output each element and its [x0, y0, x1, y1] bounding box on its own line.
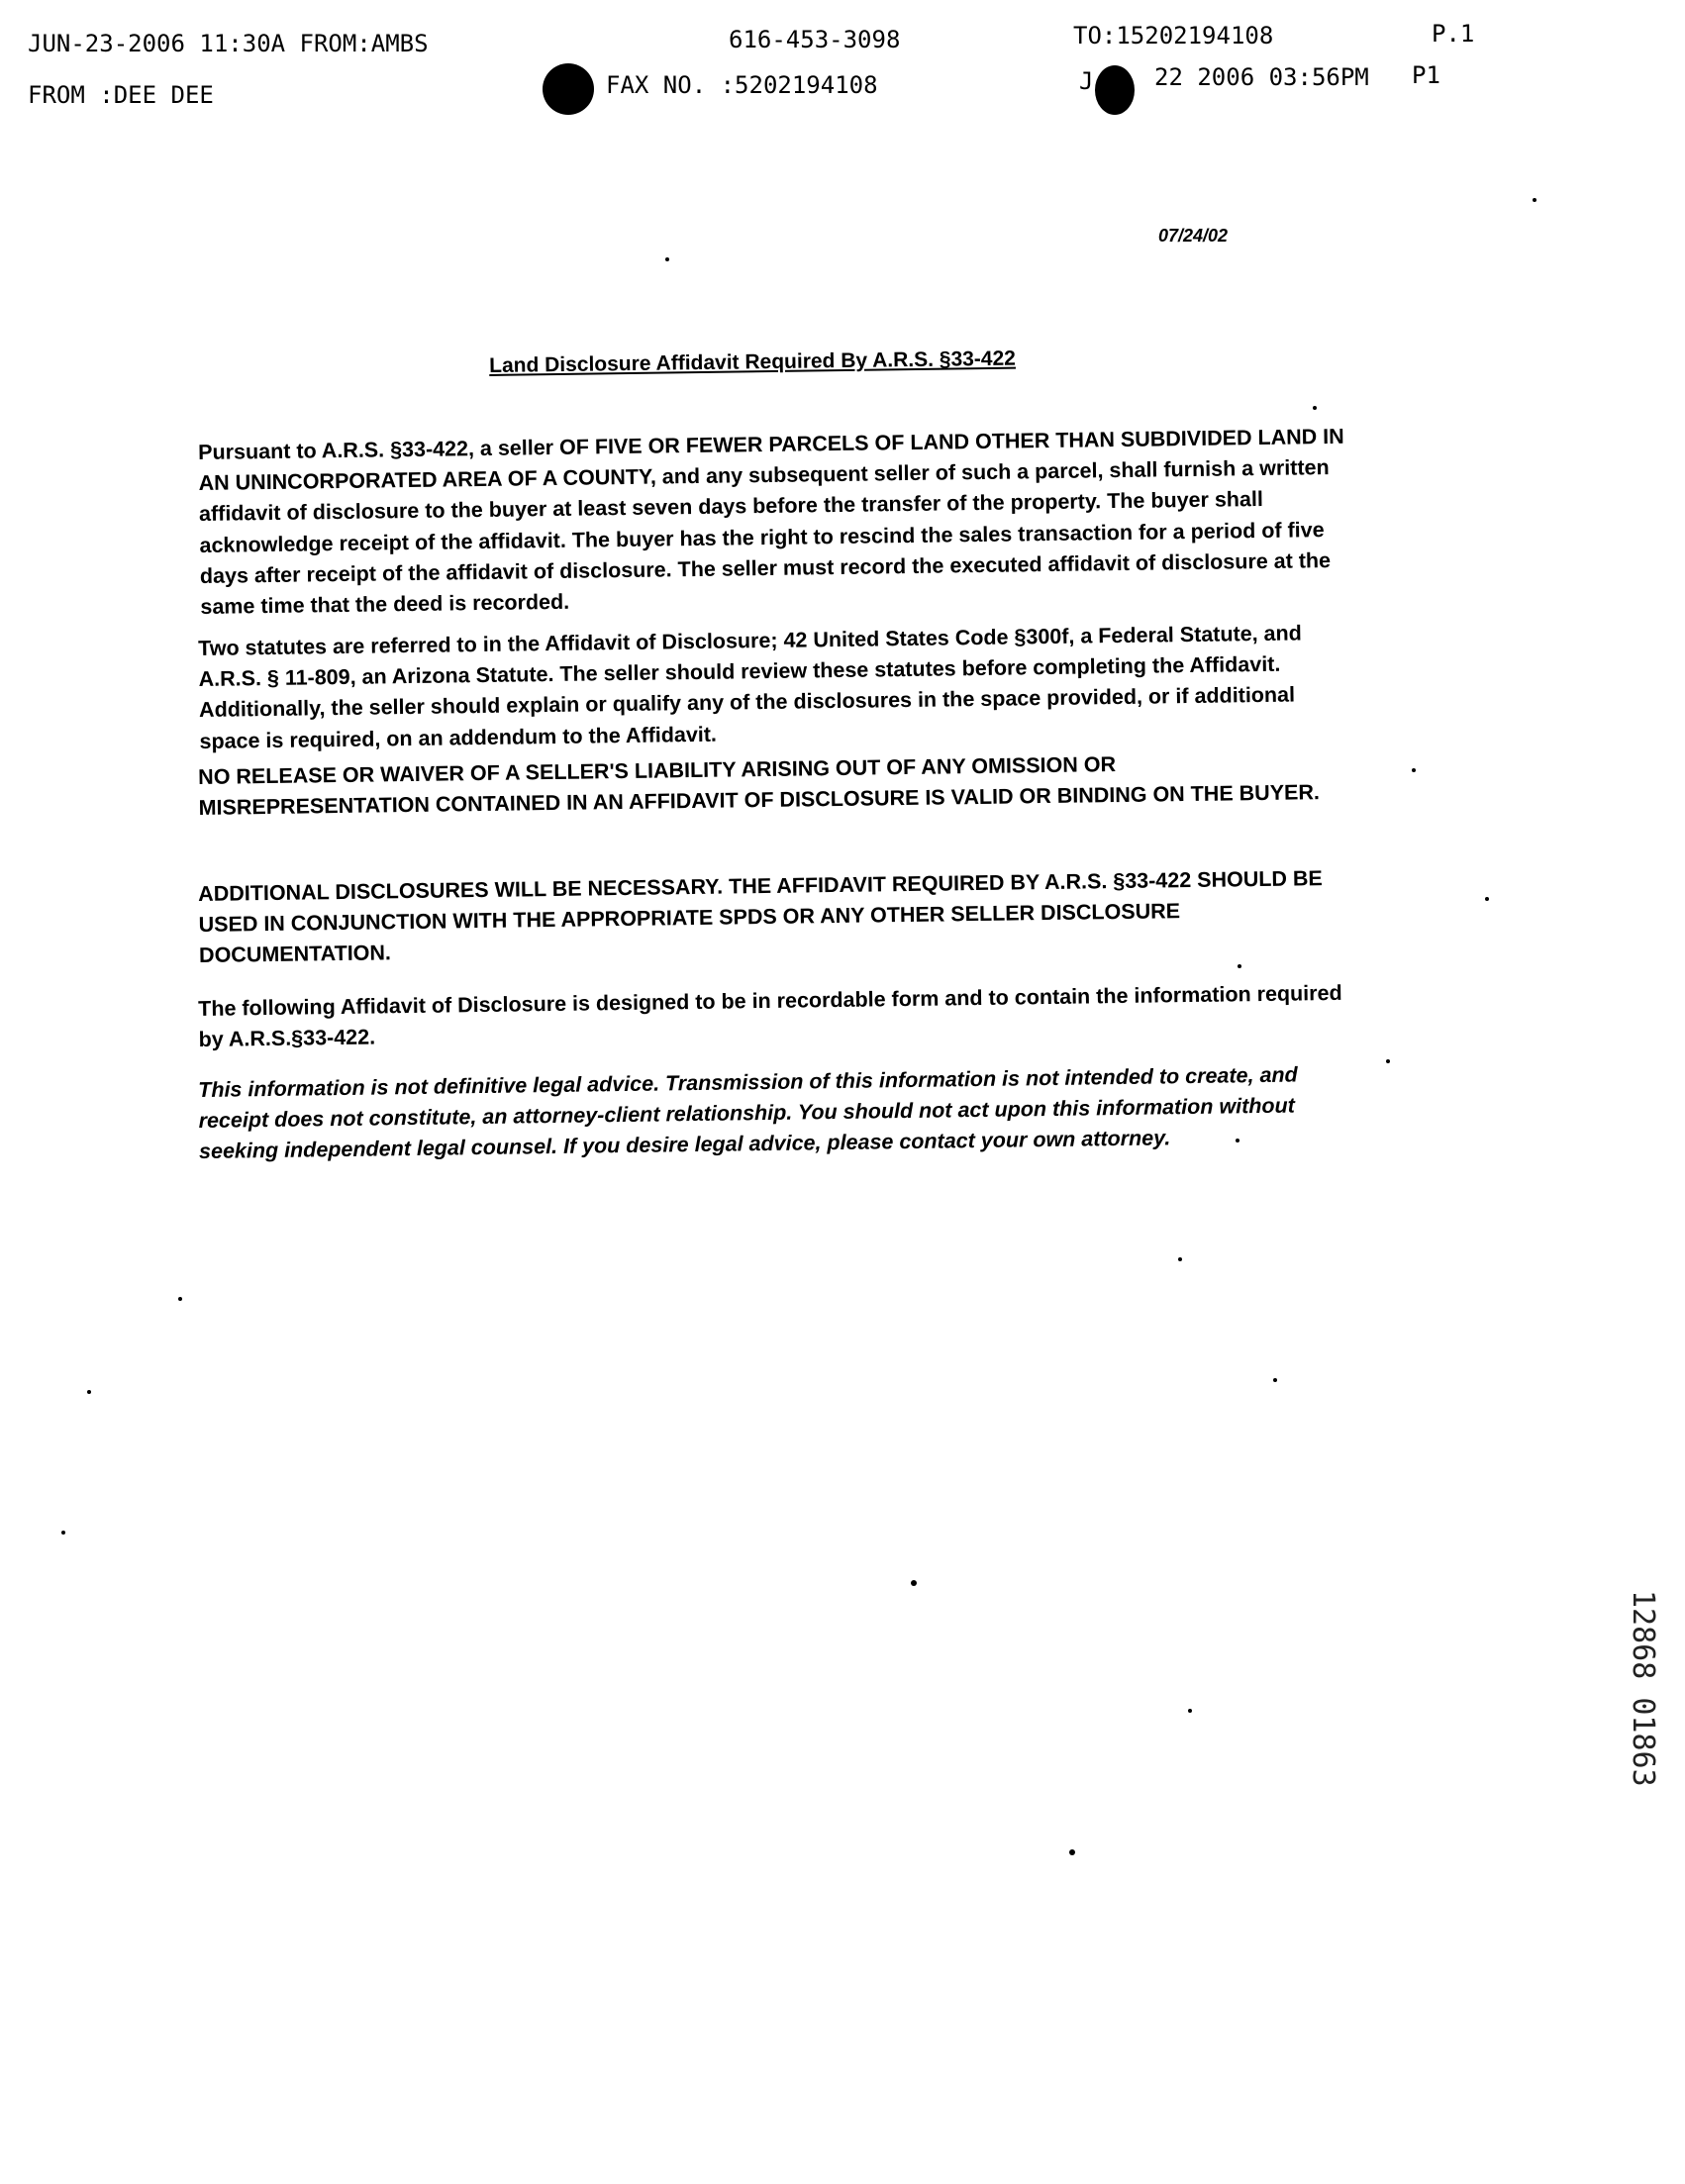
paragraph-statutes: Two statutes are referred to in the Affidavit of Disclosure; 42 United States Code §300f, a Federal Statute, and A.R.S. § 11-809, an Arizona Statute. The seller should review these statutes before completing the Affidavit. Additionally, the seller should explain or qualify any of the disclosures in the space provided, or if additional space is required, on an addendum to the Affidavit.: [198, 621, 1302, 753]
fax-header-from: FROM :DEE DEE: [28, 81, 214, 109]
side-stamp-text: 12868 01863: [1626, 1590, 1660, 1787]
hole-punch-mark: [1095, 65, 1135, 115]
fax-header-to: TO:15202194108: [1073, 22, 1274, 50]
scan-speck: [1485, 897, 1489, 901]
fax-header-date-prefix: J: [1079, 67, 1094, 95]
fax-header-page: P.1: [1432, 20, 1475, 48]
fax-header-phone: 616-453-3098: [729, 26, 901, 53]
scan-speck: [87, 1390, 91, 1394]
scan-speck: [178, 1297, 182, 1301]
scan-speck: [1412, 768, 1416, 772]
scan-speck: [1533, 198, 1536, 202]
document-title: Land Disclosure Affidavit Required By A.R.S. §33-422: [489, 347, 1017, 377]
scan-speck: [1386, 1059, 1390, 1063]
scan-speck: [1273, 1378, 1277, 1382]
paragraph-additional-disclosures: ADDITIONAL DISCLOSURES WILL BE NECESSARY. THE AFFIDAVIT REQUIRED BY A.R.S. §33-422 SHOULD BE USED IN CONJUNCTION WITH THE APPROPRIATE SPDS OR ANY OTHER SELLER DISCLOSURE DOCUMENTATION.: [198, 866, 1323, 968]
hole-punch-mark: [543, 63, 594, 115]
scan-speck: [665, 257, 669, 261]
paragraph-recordable-form: The following Affidavit of Disclosure is designed to be in recordable form and to contain the information required by A.R.S.§33-422.: [198, 980, 1342, 1052]
document-date: 07/24/02: [1158, 226, 1229, 246]
scan-speck: [1313, 406, 1317, 410]
scan-speck: [1069, 1849, 1075, 1855]
fax-header-date: 22 2006 03:56PM: [1154, 63, 1369, 91]
paragraph-liability: NO RELEASE OR WAIVER OF A SELLER'S LIABILITY ARISING OUT OF ANY OMISSION OR MISREPRESENTATION CONTAINED IN AN AFFIDAVIT OF DISCLOSURE IS VALID OR BINDING ON THE BUYER.: [198, 752, 1321, 821]
legal-disclaimer: This information is not definitive legal advice. Transmission of this information is not intended to create, and receipt does not constitute, an attorney-client relationship. You should not act upon this information without seeking independent legal counsel. If you desire legal advice, please contact your own attorney.: [198, 1062, 1298, 1164]
fax-header-sender-line: JUN-23-2006 11:30A FROM:AMBS: [28, 30, 429, 57]
scan-speck: [61, 1531, 65, 1535]
scan-speck: [1178, 1257, 1182, 1261]
fax-header-fax-number: FAX NO. :5202194108: [606, 71, 878, 99]
scan-speck: [1238, 964, 1241, 968]
scan-speck: [1188, 1709, 1192, 1713]
scan-speck: [1236, 1139, 1239, 1142]
fax-header-page-2: P1: [1412, 61, 1440, 89]
paragraph-seller-obligation: Pursuant to A.R.S. §33-422, a seller OF FIVE OR FEWER PARCELS OF LAND OTHER THAN SUBDIVIDED LAND IN AN UNINCORPORATED AREA OF A COUNTY, and any subsequent seller of such a parcel, shall furnish a written affidavit of disclosure to the buyer at least seven days before the transfer of the property. The buyer shall acknowledge receipt of the affidavit. The buyer has the right to rescind the sales transaction for a period of five days after receipt of the affidavit of disclosure. The seller must record the executed affidavit of disclosure at the same time that the deed is recorded.: [198, 424, 1344, 619]
scan-speck: [911, 1580, 917, 1586]
